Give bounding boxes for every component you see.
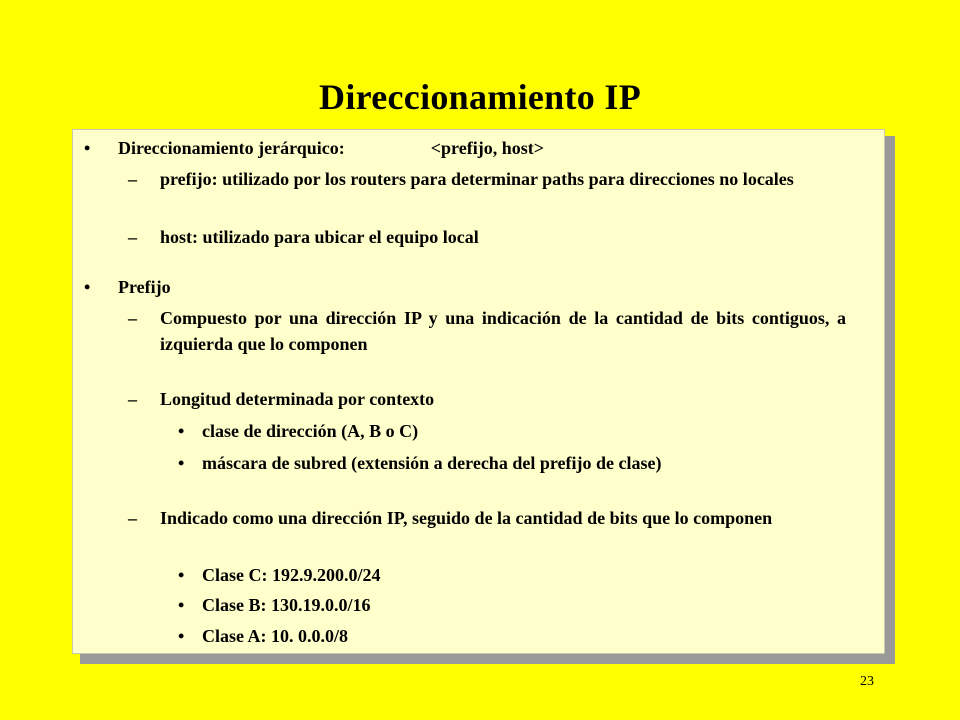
class-b-example: Clase B: 130.19.0.0/16 (202, 595, 371, 615)
bullet-marker: • (84, 277, 91, 297)
class-a-example: Clase A: 10. 0.0.0/8 (202, 626, 348, 646)
sub-bullet-marker: • (178, 565, 185, 585)
subnet-mask-item: máscara de subred (extensión a derecha del prefijo de clase) (202, 453, 662, 473)
prefix-notation: Indicado como una dirección IP, seguido de la cantidad de bits que lo componen (160, 508, 773, 528)
prefix-heading: Prefijo (118, 277, 171, 297)
prefix-composition: Compuesto por una dirección IP y una indicación de la cantidad de bits contiguos, a izquierda que lo componen (160, 308, 846, 354)
dash-marker: – (128, 508, 137, 528)
dash-marker: – (128, 308, 137, 328)
hierarchical-addressing-label: Direccionamiento jerárquico: (118, 138, 345, 158)
host-description: host: utilizado para ubicar el equipo local (160, 227, 479, 247)
hierarchical-addressing-line (118, 135, 544, 161)
address-class-item: clase de dirección (A, B o C) (202, 421, 419, 441)
dash-marker: – (128, 227, 137, 247)
sub-bullet-marker: • (178, 595, 185, 615)
sub-bullet-marker: • (178, 421, 185, 441)
dash-marker: – (128, 169, 137, 189)
hierarchical-addressing-value: <prefijo, host> (430, 138, 544, 158)
prefix-length: Longitud determinada por contexto (160, 389, 435, 409)
prefix-description: prefijo: utilizado por los routers para determinar paths para direcciones no locales (160, 169, 794, 189)
bullet-marker: • (84, 138, 91, 158)
sub-bullet-marker: • (178, 626, 185, 646)
dash-marker: – (128, 389, 137, 409)
sub-bullet-marker: • (178, 453, 185, 473)
class-c-example: Clase C: 192.9.200.0/24 (202, 565, 381, 585)
slide-title: Direccionamiento IP (319, 77, 641, 117)
page-number: 23 (860, 674, 874, 689)
